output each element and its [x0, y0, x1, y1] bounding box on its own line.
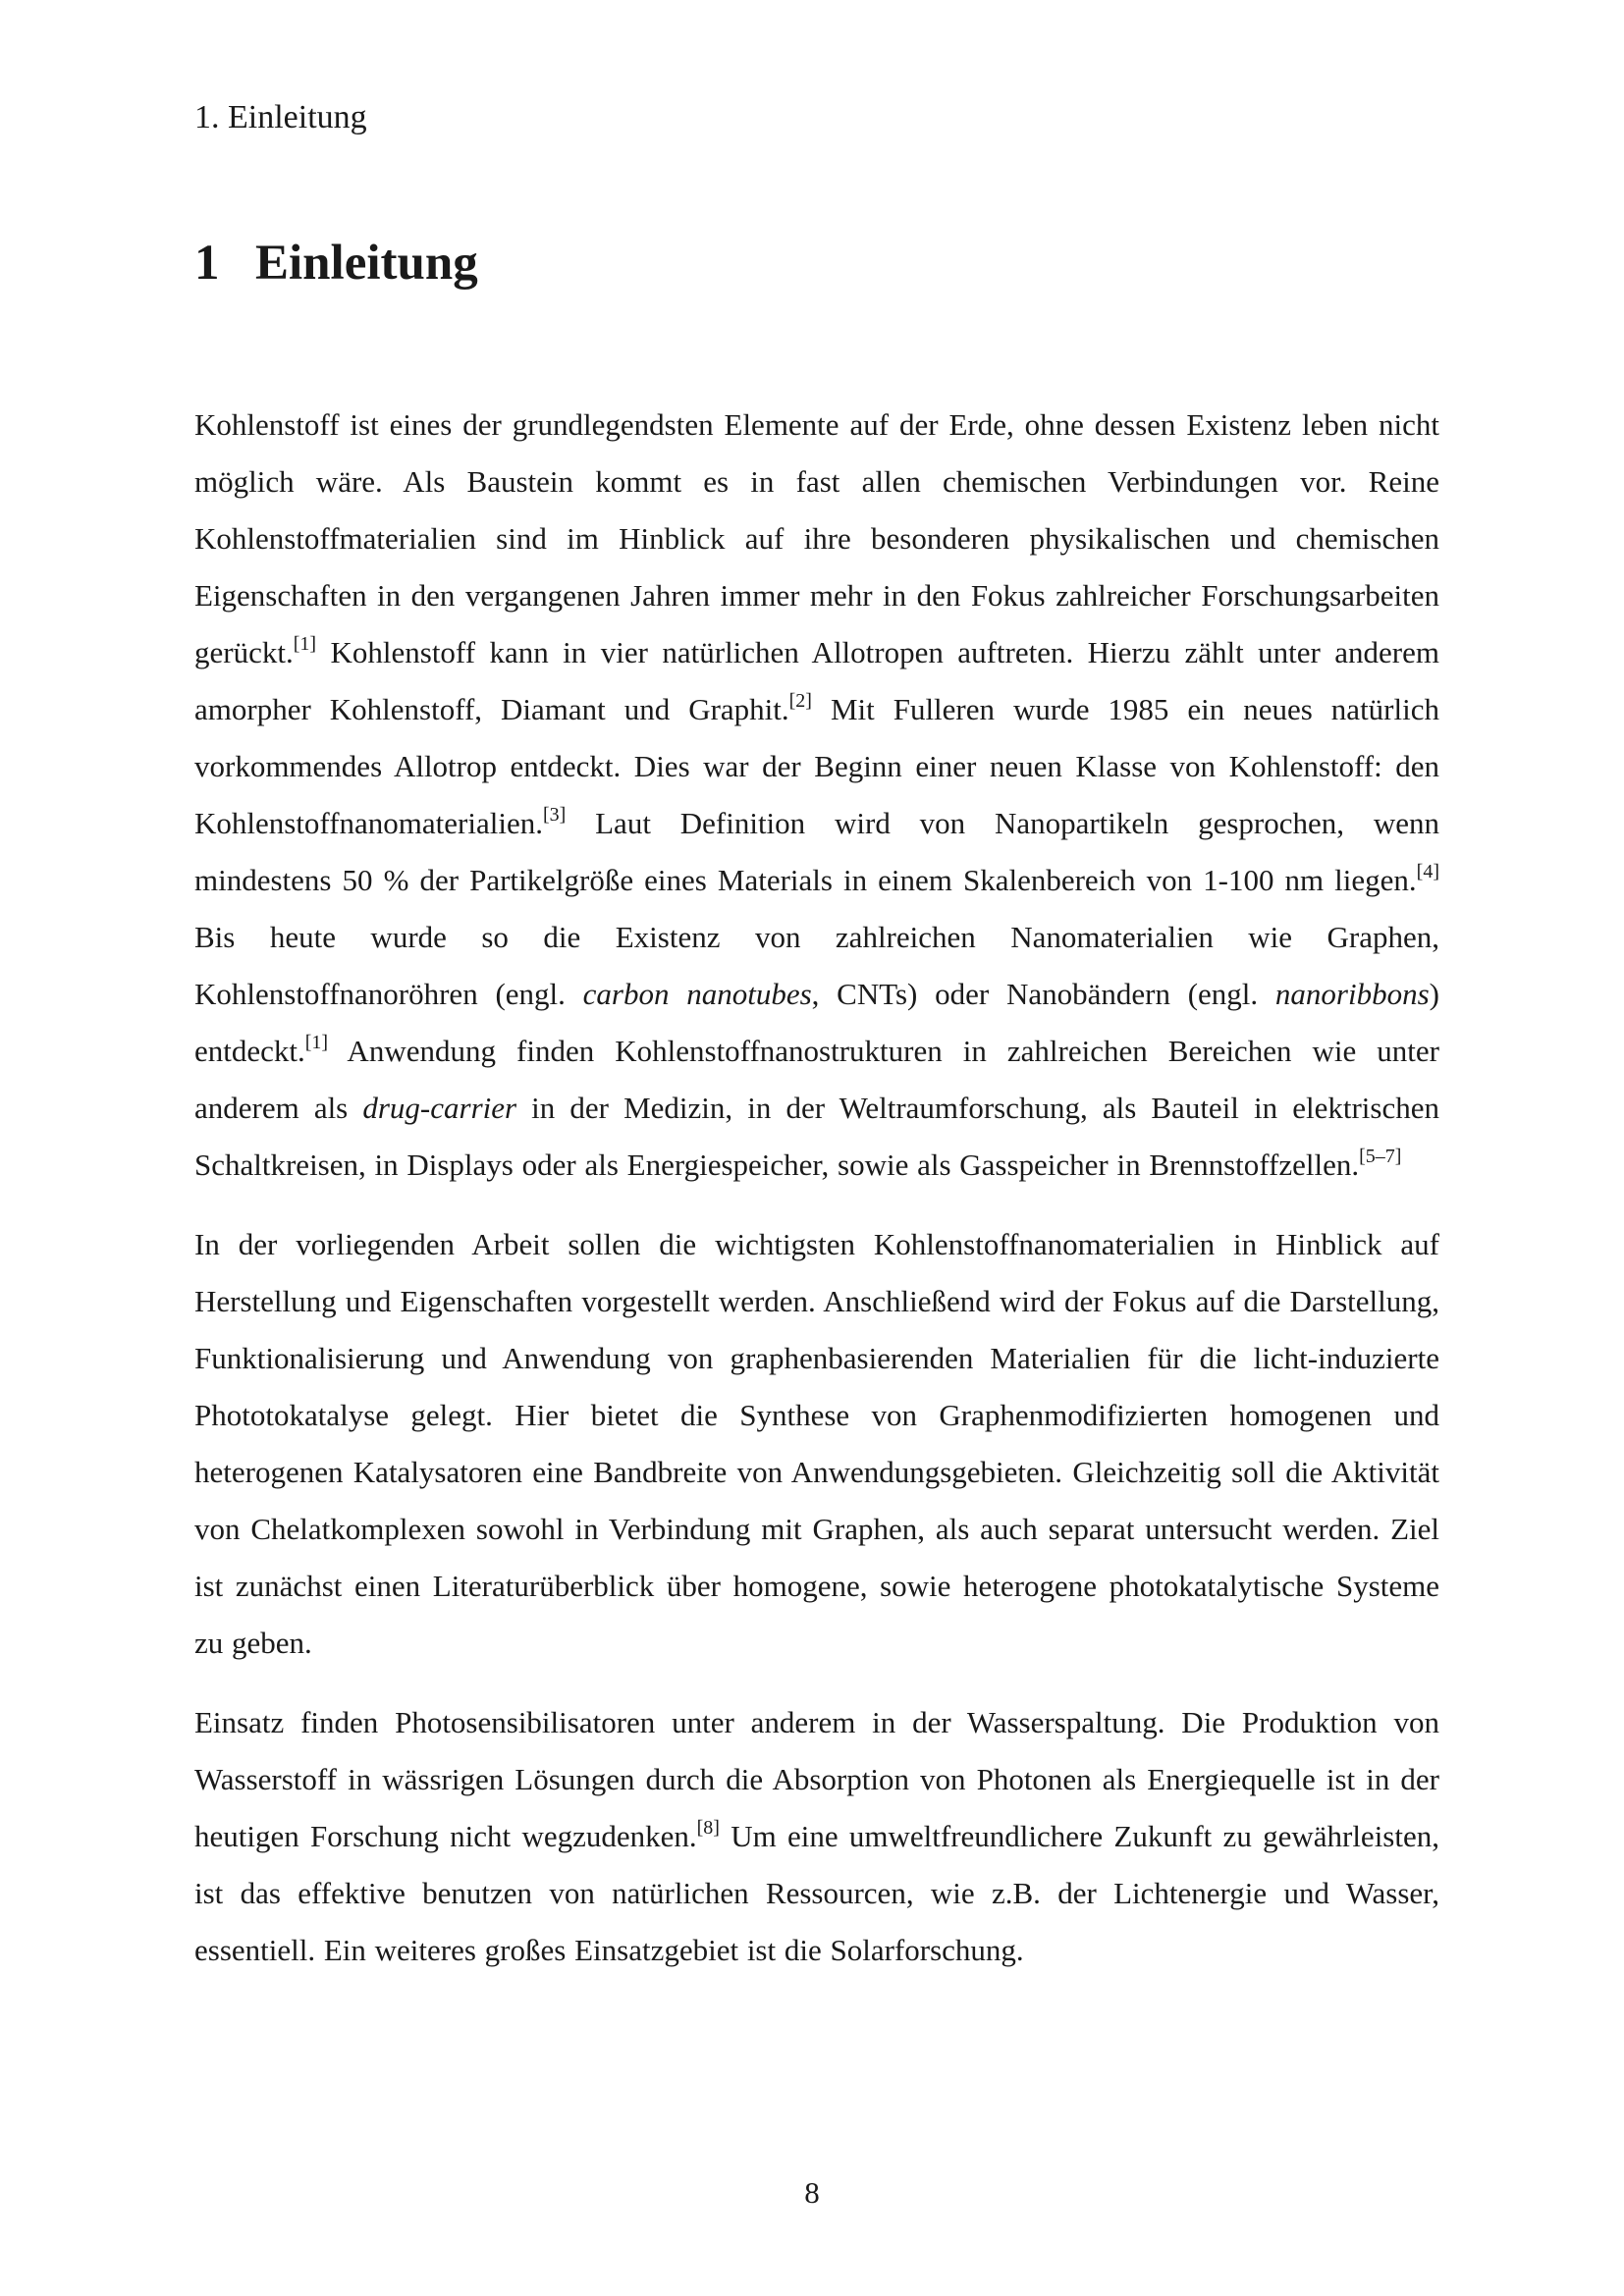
paragraph-3 [194, 1694, 1439, 1979]
italic-term: carbon nanotubes [582, 977, 812, 1011]
paragraph-1 [194, 397, 1439, 1194]
citation: [4] [1416, 861, 1439, 882]
chapter-title [194, 232, 478, 294]
chapter-number: 1 [194, 236, 220, 291]
text-run: Anwendung finden Kohlenstoffnanostrukturen in zahlreichen Bereichen wie unter anderem als [194, 1034, 1439, 1125]
text-run: Bis heute wurde so die Existenz von zahlreichen Nanomaterialien wie Graphen, Kohlenstoffnanoröhren (engl. [194, 920, 1439, 1011]
citation: [3] [542, 804, 567, 826]
running-header: 1. Einleitung [194, 99, 367, 135]
citation: [8] [696, 1817, 720, 1839]
text-run: ) entdeckt. [194, 977, 1439, 1068]
text-run: Laut Definition wird von Nanopartikeln gesprochen, wenn mindestens 50 % der Partikelgröße eines Materials in einem Skalenbereich von 1-100 nm liegen. [194, 806, 1439, 897]
italic-term: nanoribbons [1274, 977, 1430, 1011]
text-run: Mit Fulleren wurde 1985 ein neues natürlich vorkommendes Allotrop entdeckt. Dies war der Beginn einer neuen Klasse von Kohlenstoff: den Kohlenstoffnanomaterialien. [194, 692, 1439, 840]
text-run: Kohlenstoff kann in vier natürlichen Allotropen auftreten. Hierzu zählt unter anderem amorpher Kohlenstoff, Diamant und Graphit. [194, 635, 1439, 726]
text-run: in der Medizin, in der Weltraumforschung, als Bauteil in elektrischen Schaltkreisen, in Displays oder als Energiespeicher, sowie als Gasspeicher in Brennstoffzellen. [194, 1091, 1439, 1182]
chapter-title-text: Einleitung [255, 236, 478, 291]
italic-term: drug-carrier [362, 1091, 517, 1125]
page-number: 8 [804, 2175, 820, 2210]
citation: [5–7] [1359, 1146, 1402, 1167]
body-text [194, 397, 1439, 1979]
text-run: Kohlenstoff ist eines der grundlegendsten Elemente auf der Erde, ohne dessen Existenz leben nicht möglich wäre. Als Baustein kommt es in fast allen chemischen Verbindungen vor. Reine Kohlenstoffmaterialien sind im Hinblick auf ihre besonderen physikalischen und chemischen Eigenschaften in den vergangenen Jahren immer mehr in den Fokus zahlreicher Forschungsarbeiten gerückt. [194, 407, 1439, 669]
text-run: Einsatz finden Photosensibilisatoren unter anderem in der Wasserspaltung. Die Produktion von Wasserstoff in wässrigen Lösungen durch die Absorption von Photonen als Energiequelle ist in der heutigen Forschung nicht wegzudenken. [194, 1705, 1439, 1853]
citation: [1] [304, 1032, 329, 1053]
citation: [2] [788, 690, 812, 712]
citation: [1] [293, 633, 317, 655]
text-run: , CNTs) oder Nanobändern (engl. [811, 977, 1275, 1011]
paragraph-2: In der vorliegenden Arbeit sollen die wichtigsten Kohlenstoffnanomaterialien in Hinblick auf Herstellung und Eigenschaften vorgestellt werden. Anschließend wird der Fokus auf die Darstellung, Funktionalisierung und Anwendung von graphenbasierenden Materialien für die licht-induzierte Phototokatalyse gelegt. Hier bietet die Synthese von Graphenmodifizierten homogenen und heterogenen Katalysatoren eine Bandbreite von Anwendungsgebieten. Gleichzeitig soll die Aktivität von Chelatkomplexen sowohl in Verbindung mit Graphen, als auch separat untersucht werden. Ziel ist zunächst einen Literaturüberblick über homogene, sowie heterogene photokatalytische Systeme zu geben. [194, 1227, 1439, 1660]
text-run: Um eine umweltfreundlichere Zukunft zu gewährleisten, ist das effektive benutzen von natürlichen Ressourcen, wie z.B. der Lichtenergie und Wasser, essentiell. Ein weiteres großes Einsatzgebiet ist die Solarforschung. [194, 1819, 1439, 1967]
